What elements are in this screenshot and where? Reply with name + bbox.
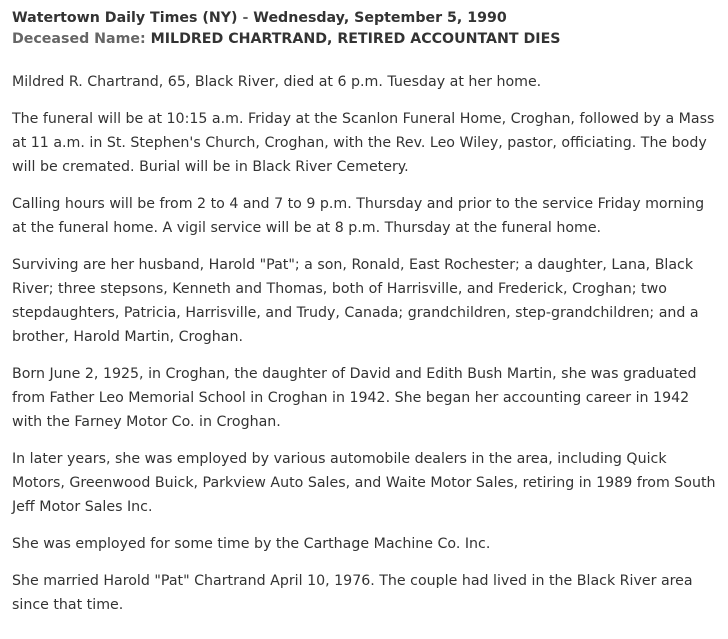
paragraph-calling-hours: Calling hours will be from 2 to 4 and 7 to 9 p.m. Thursday and prior to the service Friday morning at the funeral home. A vigil service will be at 8 p.m. Thursday at the funeral home. bbox=[12, 196, 705, 236]
paragraph-employment: She was employed for some time by the Carthage Machine Co. Inc. bbox=[12, 536, 491, 552]
deceased-line bbox=[12, 29, 718, 50]
paragraph-survivors: Surviving are her husband, Harold "Pat"; a son, Ronald, East Rochester; a daughter, Lana, Black River; three stepsons, Kenneth and Thomas, both of Harrisville, and Frederick, Croghan; two stepdaughters, Patricia, Harrisville, and Trudy, Canada; grandchildren, step-grandchildren; and a brother, Harold Martin, Croghan. bbox=[12, 257, 699, 345]
paragraph-marriage: She married Harold "Pat" Chartrand April 10, 1976. The couple had lived in the Black River area since that time. bbox=[12, 573, 693, 613]
header-separator: - bbox=[237, 10, 254, 26]
source-line bbox=[12, 8, 718, 29]
obituary-body bbox=[12, 70, 718, 617]
deceased-title: MILDRED CHARTRAND, RETIRED ACCOUNTANT DIES bbox=[150, 31, 561, 47]
paragraph-funeral: The funeral will be at 10:15 a.m. Friday at the Scanlon Funeral Home, Croghan, followed by a Mass at 11 a.m. in St. Stephen's Church, Croghan, with the Rev. Leo Wiley, pastor, officiating. The body will be cremated. Burial will be in Black River Cemetery. bbox=[12, 111, 715, 175]
newspaper-name: Watertown Daily Times (NY) bbox=[12, 10, 238, 26]
paragraph-death-notice: Mildred R. Chartrand, 65, Black River, died at 6 p.m. Tuesday at her home. bbox=[12, 74, 542, 90]
deceased-label: Deceased Name: bbox=[12, 31, 146, 47]
publication-date: Wednesday, September 5, 1990 bbox=[253, 10, 507, 26]
paragraph-early-life: Born June 2, 1925, in Croghan, the daughter of David and Edith Bush Martin, she was graduated from Father Leo Memorial School in Croghan in 1942. She began her accounting career in 1942 with the Farney Motor Co. in Croghan. bbox=[12, 366, 697, 430]
obituary-header bbox=[12, 8, 718, 50]
paragraph-career: In later years, she was employed by various automobile dealers in the area, including Quick Motors, Greenwood Buick, Parkview Auto Sales, and Waite Motor Sales, retiring in 1989 from South Jeff Motor Sales Inc. bbox=[12, 451, 716, 515]
